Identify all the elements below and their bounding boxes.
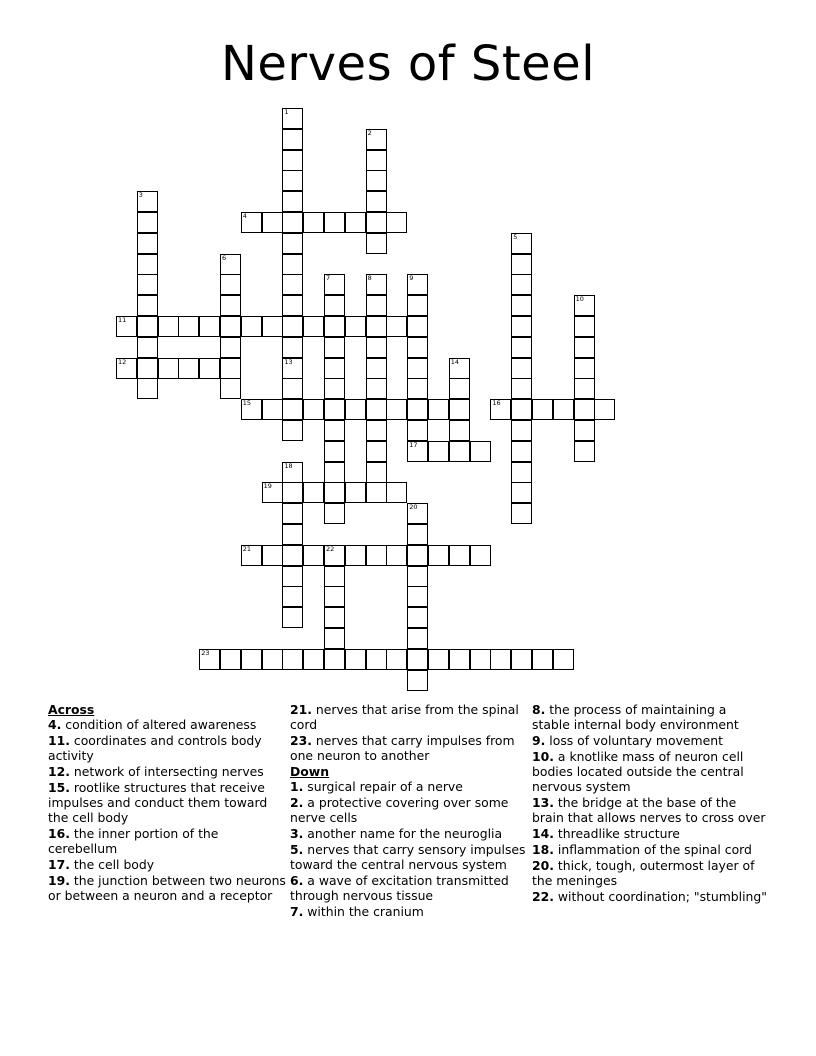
- grid-cell[interactable]: [199, 649, 220, 670]
- grid-cell[interactable]: [220, 358, 241, 379]
- grid-cell[interactable]: [407, 378, 428, 399]
- grid-cell[interactable]: [137, 254, 158, 275]
- grid-cell[interactable]: [262, 399, 283, 420]
- grid-cell[interactable]: [407, 545, 428, 566]
- grid-cell[interactable]: [594, 399, 615, 420]
- grid-cell[interactable]: [449, 420, 470, 441]
- clue-number: 6: [222, 253, 227, 262]
- grid-cell[interactable]: [574, 358, 595, 379]
- grid-cell[interactable]: [366, 441, 387, 462]
- grid-cell[interactable]: [324, 295, 345, 316]
- clue-item: [48, 826, 288, 856]
- clue-item-text: the junction between two neurons or between a neuron and a receptor: [48, 872, 286, 903]
- grid-cell[interactable]: [428, 399, 449, 420]
- grid-cell[interactable]: [345, 316, 366, 337]
- grid-cell[interactable]: [282, 566, 303, 587]
- grid-cell[interactable]: [574, 441, 595, 462]
- grid-cell[interactable]: [220, 378, 241, 399]
- grid-cell[interactable]: [511, 358, 532, 379]
- clue-number: 15: [242, 399, 252, 408]
- down-heading: Down: [290, 764, 330, 779]
- grid-cell[interactable]: [282, 649, 303, 670]
- clue-item: [48, 873, 288, 903]
- grid-cell[interactable]: [324, 337, 345, 358]
- grid-cell[interactable]: [324, 586, 345, 607]
- grid-cell[interactable]: [345, 399, 366, 420]
- grid-cell[interactable]: [282, 233, 303, 254]
- grid-cell[interactable]: [158, 358, 179, 379]
- grid-cell[interactable]: [511, 295, 532, 316]
- grid-cell[interactable]: [324, 482, 345, 503]
- grid-cell[interactable]: [241, 545, 262, 566]
- grid-cell[interactable]: [470, 545, 491, 566]
- grid-cell[interactable]: [262, 545, 283, 566]
- clue-number: 16: [492, 399, 501, 408]
- clue-item: [532, 795, 768, 825]
- grid-cell[interactable]: [366, 129, 387, 150]
- grid-cell[interactable]: [407, 628, 428, 649]
- clue-item-number: 4.: [48, 717, 62, 733]
- clue-column-middle: [290, 702, 526, 920]
- clue-item-text: the inner portion of the cerebellum: [48, 826, 219, 857]
- grid-cell[interactable]: [366, 170, 387, 191]
- clue-number: 3: [138, 191, 143, 200]
- grid-cell[interactable]: [366, 462, 387, 483]
- grid-cell[interactable]: [407, 399, 428, 420]
- clue-item-number: 5.: [290, 841, 304, 857]
- clue-item: [532, 702, 768, 732]
- grid-cell[interactable]: [282, 129, 303, 150]
- grid-cell[interactable]: [282, 274, 303, 295]
- grid-cell[interactable]: [303, 482, 324, 503]
- grid-cell[interactable]: [574, 420, 595, 441]
- grid-cell[interactable]: [137, 233, 158, 254]
- grid-cell[interactable]: [324, 358, 345, 379]
- grid-cell[interactable]: [407, 524, 428, 545]
- clue-item-number: 10.: [532, 748, 554, 764]
- grid-cell[interactable]: [511, 399, 532, 420]
- grid-cell[interactable]: [282, 420, 303, 441]
- grid-cell[interactable]: [449, 399, 470, 420]
- grid-cell[interactable]: [386, 316, 407, 337]
- grid-cell[interactable]: [366, 399, 387, 420]
- grid-cell[interactable]: [511, 274, 532, 295]
- grid-cell[interactable]: [116, 358, 137, 379]
- grid-cell[interactable]: [407, 503, 428, 524]
- grid-cell[interactable]: [303, 212, 324, 233]
- grid-cell[interactable]: [574, 337, 595, 358]
- clue-item: [532, 842, 768, 857]
- clue-item-number: 15.: [48, 779, 70, 795]
- grid-cell[interactable]: [345, 212, 366, 233]
- grid-cell[interactable]: [324, 649, 345, 670]
- clue-number: 17: [409, 440, 418, 449]
- grid-cell[interactable]: [241, 212, 262, 233]
- grid-cell[interactable]: [137, 191, 158, 212]
- clue-item: [532, 826, 768, 841]
- grid-cell[interactable]: [345, 482, 366, 503]
- grid-cell[interactable]: [366, 295, 387, 316]
- puzzle-title: Nerves of Steel: [220, 36, 596, 92]
- clue-item-number: 20.: [532, 857, 554, 873]
- grid-cell[interactable]: [324, 212, 345, 233]
- clue-item-number: 11.: [48, 733, 70, 748]
- clue-number: 12: [118, 357, 127, 366]
- clue-item-text: threadlike structure: [557, 826, 680, 841]
- grid-cell[interactable]: [220, 649, 241, 670]
- grid-cell[interactable]: [324, 399, 345, 420]
- grid-cell[interactable]: [407, 441, 428, 462]
- clue-item: [48, 717, 288, 732]
- grid-cell[interactable]: [366, 316, 387, 337]
- clue-item-number: 9.: [532, 733, 546, 748]
- grid-cell[interactable]: [282, 462, 303, 483]
- grid-cell[interactable]: [407, 358, 428, 379]
- clue-number: 10: [575, 295, 584, 304]
- grid-cell[interactable]: [345, 545, 366, 566]
- grid-cell[interactable]: [282, 482, 303, 503]
- across-heading: Across: [48, 702, 95, 717]
- clue-item-text: network of intersecting nerves: [73, 764, 264, 779]
- grid-cell[interactable]: [303, 649, 324, 670]
- grid-cell[interactable]: [137, 316, 158, 337]
- clue-number: 2: [367, 128, 372, 137]
- grid-cell[interactable]: [282, 316, 303, 337]
- grid-cell[interactable]: [511, 441, 532, 462]
- grid-cell[interactable]: [511, 337, 532, 358]
- grid-cell[interactable]: [282, 503, 303, 524]
- grid-cell[interactable]: [511, 649, 532, 670]
- clue-number: 19: [263, 482, 272, 491]
- grid-cell[interactable]: [199, 316, 220, 337]
- clue-item-text: a knotlike mass of neuron cell bodies located outside the central nervous system: [532, 748, 744, 795]
- grid-cell[interactable]: [282, 586, 303, 607]
- grid-cell[interactable]: [178, 316, 199, 337]
- clue-item-number: 13.: [532, 795, 554, 810]
- grid-cell[interactable]: [282, 150, 303, 171]
- grid-cell[interactable]: [511, 378, 532, 399]
- grid-cell[interactable]: [324, 316, 345, 337]
- grid-cell[interactable]: [407, 566, 428, 587]
- clue-item: [290, 733, 526, 763]
- grid-cell[interactable]: [137, 274, 158, 295]
- grid-cell[interactable]: [366, 420, 387, 441]
- clue-item: [532, 889, 768, 904]
- clue-number: 1: [284, 108, 289, 116]
- grid-cell[interactable]: [262, 212, 283, 233]
- grid-cell[interactable]: [490, 399, 511, 420]
- clue-number: 14: [450, 357, 460, 366]
- grid-cell[interactable]: [282, 378, 303, 399]
- grid-cell[interactable]: [407, 670, 428, 691]
- grid-cell[interactable]: [470, 441, 491, 462]
- grid-cell[interactable]: [449, 378, 470, 399]
- grid-cell[interactable]: [366, 378, 387, 399]
- grid-cell[interactable]: [407, 316, 428, 337]
- clue-item-number: 6.: [290, 872, 304, 888]
- grid-cell[interactable]: [324, 628, 345, 649]
- clue-number: 23: [201, 648, 210, 657]
- grid-cell[interactable]: [449, 545, 470, 566]
- clue-item-number: 12.: [48, 764, 70, 779]
- clue-item-text: a protective covering over some nerve cells: [290, 795, 509, 826]
- grid-cell[interactable]: [366, 358, 387, 379]
- clue-item-text: rootlike structures that receive impulses and conduct them toward the cell body: [48, 779, 268, 826]
- grid-cell[interactable]: [324, 566, 345, 587]
- clue-item-text: loss of voluntary movement: [549, 733, 723, 748]
- grid-cell[interactable]: [282, 191, 303, 212]
- grid-cell[interactable]: [511, 503, 532, 524]
- clue-item: [532, 858, 768, 888]
- clue-column-left: [48, 702, 288, 904]
- grid-cell[interactable]: [324, 441, 345, 462]
- clue-item: [290, 702, 526, 732]
- clue-item-number: 14.: [532, 826, 554, 841]
- grid-cell[interactable]: [407, 274, 428, 295]
- grid-cell[interactable]: [574, 316, 595, 337]
- clue-item-number: 8.: [532, 702, 546, 717]
- clue-item-text: nerves that carry impulses from one neuron to another: [290, 733, 515, 764]
- clue-item-number: 3.: [290, 826, 304, 841]
- clue-number: 8: [367, 274, 372, 283]
- grid-cell[interactable]: [303, 316, 324, 337]
- clue-number: 22: [326, 544, 335, 553]
- clue-item-text: nerves that carry sensory impulses toward the central nervous system: [290, 841, 526, 872]
- grid-cell[interactable]: [407, 295, 428, 316]
- clue-item: [48, 733, 288, 763]
- clue-item-text: nerves that arise from the spinal cord: [290, 702, 519, 733]
- grid-cell[interactable]: [511, 482, 532, 503]
- clue-item-text: the bridge at the base of the brain that allows nerves to cross over: [532, 795, 766, 826]
- clue-number: 21: [242, 544, 252, 553]
- grid-cell[interactable]: [324, 607, 345, 628]
- grid-cell[interactable]: [241, 316, 262, 337]
- grid-cell[interactable]: [282, 295, 303, 316]
- grid-cell[interactable]: [449, 441, 470, 462]
- grid-cell[interactable]: [532, 399, 553, 420]
- grid-cell[interactable]: [324, 274, 345, 295]
- grid-cell[interactable]: [407, 420, 428, 441]
- clue-item: [290, 779, 526, 794]
- clue-item-text: within the cranium: [307, 903, 424, 919]
- clue-item: [290, 826, 526, 841]
- grid-cell[interactable]: [303, 399, 324, 420]
- grid-cell[interactable]: [282, 524, 303, 545]
- clue-item-number: 7.: [290, 903, 304, 919]
- grid-cell[interactable]: [386, 212, 407, 233]
- clue-item: [290, 795, 526, 825]
- clue-number: 5: [513, 232, 518, 241]
- grid-cell[interactable]: [262, 482, 283, 503]
- grid-cell[interactable]: [366, 545, 387, 566]
- grid-cell[interactable]: [511, 233, 532, 254]
- clue-item-text: thick, tough, outermost layer of the meninges: [532, 857, 755, 888]
- grid-cell[interactable]: [220, 274, 241, 295]
- clue-item: [48, 764, 288, 779]
- grid-cell[interactable]: [282, 337, 303, 358]
- clue-item-text: the process of maintaining a stable internal body environment: [532, 702, 739, 733]
- clue-item-number: 16.: [48, 826, 70, 841]
- grid-cell[interactable]: [324, 545, 345, 566]
- clue-item-number: 1.: [290, 779, 304, 795]
- grid-cell[interactable]: [282, 170, 303, 191]
- clue-item-text: without coordination; "stumbling": [557, 888, 767, 904]
- grid-cell[interactable]: [366, 482, 387, 503]
- grid-cell[interactable]: [220, 337, 241, 358]
- grid-cell[interactable]: [511, 462, 532, 483]
- grid-cell[interactable]: [366, 337, 387, 358]
- grid-cell[interactable]: [262, 316, 283, 337]
- grid-cell[interactable]: [282, 254, 303, 275]
- grid-cell[interactable]: [366, 274, 387, 295]
- clue-column-right: [532, 702, 768, 904]
- grid-cell[interactable]: [199, 358, 220, 379]
- grid-cell[interactable]: [241, 399, 262, 420]
- clue-number: 7: [326, 274, 331, 283]
- clue-item: [290, 873, 526, 903]
- grid-cell[interactable]: [407, 586, 428, 607]
- grid-cell[interactable]: [449, 358, 470, 379]
- grid-cell[interactable]: [220, 316, 241, 337]
- grid-cell[interactable]: [386, 482, 407, 503]
- grid-cell[interactable]: [282, 545, 303, 566]
- clue-item-number: 17.: [48, 857, 70, 872]
- grid-cell[interactable]: [137, 295, 158, 316]
- grid-cell[interactable]: [449, 649, 470, 670]
- grid-cell[interactable]: [345, 649, 366, 670]
- grid-cell[interactable]: [407, 607, 428, 628]
- clue-item: [48, 857, 288, 872]
- grid-cell[interactable]: [428, 545, 449, 566]
- grid-cell[interactable]: [532, 649, 553, 670]
- grid-cell[interactable]: [241, 649, 262, 670]
- clue-item-number: 19.: [48, 872, 70, 888]
- clue-item-number: 22.: [532, 888, 554, 904]
- clue-item: [290, 904, 526, 919]
- grid-cell[interactable]: [282, 108, 303, 129]
- clue-item: [532, 733, 768, 748]
- clue-item-text: another name for the neuroglia: [307, 826, 503, 841]
- clue-item-number: 21.: [290, 702, 312, 717]
- grid-cell[interactable]: [366, 649, 387, 670]
- clue-number: 13: [284, 357, 293, 366]
- grid-cell[interactable]: [137, 212, 158, 233]
- clue-number: 11: [118, 316, 127, 324]
- grid-cell[interactable]: [178, 358, 199, 379]
- grid-cell[interactable]: [407, 649, 428, 670]
- grid-cell[interactable]: [386, 649, 407, 670]
- grid-cell[interactable]: [366, 212, 387, 233]
- clue-item: [48, 780, 288, 826]
- grid-cell[interactable]: [137, 337, 158, 358]
- grid-cell[interactable]: [282, 212, 303, 233]
- grid-cell[interactable]: [553, 399, 574, 420]
- grid-cell[interactable]: [366, 191, 387, 212]
- grid-cell[interactable]: [574, 378, 595, 399]
- grid-cell[interactable]: [137, 378, 158, 399]
- grid-cell[interactable]: [158, 316, 179, 337]
- grid-cell[interactable]: [303, 545, 324, 566]
- grid-cell[interactable]: [511, 254, 532, 275]
- clue-number: 20: [409, 503, 418, 512]
- grid-cell[interactable]: [324, 378, 345, 399]
- clue-item-text: the cell body: [73, 857, 155, 872]
- clue-item: [532, 749, 768, 795]
- grid-cell[interactable]: [282, 358, 303, 379]
- clue-item-text: inflammation of the spinal cord: [557, 841, 752, 857]
- clue-number: 18: [284, 461, 293, 470]
- grid-cell[interactable]: [407, 337, 428, 358]
- grid-cell[interactable]: [470, 649, 491, 670]
- clue-item-text: surgical repair of a nerve: [307, 779, 463, 795]
- grid-cell[interactable]: [282, 607, 303, 628]
- grid-cell[interactable]: [366, 233, 387, 254]
- clue-item-number: 23.: [290, 733, 312, 748]
- grid-cell[interactable]: [282, 399, 303, 420]
- clue-number: 4: [242, 212, 247, 220]
- grid-cell[interactable]: [220, 254, 241, 275]
- grid-cell[interactable]: [574, 295, 595, 316]
- grid-cell[interactable]: [553, 649, 574, 670]
- grid-cell[interactable]: [428, 649, 449, 670]
- grid-cell[interactable]: [324, 462, 345, 483]
- clue-item-text: a wave of excitation transmitted through nervous tissue: [290, 872, 509, 903]
- grid-cell[interactable]: [137, 358, 158, 379]
- clue-item: [290, 842, 526, 872]
- grid-cell[interactable]: [324, 420, 345, 441]
- grid-cell[interactable]: [116, 316, 137, 337]
- grid-cell[interactable]: [490, 649, 511, 670]
- grid-cell[interactable]: [262, 649, 283, 670]
- clue-item-number: 2.: [290, 795, 304, 810]
- grid-cell[interactable]: [574, 399, 595, 420]
- grid-cell[interactable]: [386, 545, 407, 566]
- clue-item-number: 18.: [532, 841, 554, 857]
- clue-item-text: condition of altered awareness: [65, 717, 257, 733]
- grid-cell[interactable]: [511, 316, 532, 337]
- grid-cell[interactable]: [324, 503, 345, 524]
- grid-cell[interactable]: [220, 295, 241, 316]
- grid-cell[interactable]: [386, 399, 407, 420]
- clue-number: 9: [409, 274, 414, 283]
- grid-cell[interactable]: [511, 420, 532, 441]
- grid-cell[interactable]: [366, 150, 387, 171]
- clue-item-text: coordinates and controls body activity: [48, 733, 262, 764]
- grid-cell[interactable]: [428, 441, 449, 462]
